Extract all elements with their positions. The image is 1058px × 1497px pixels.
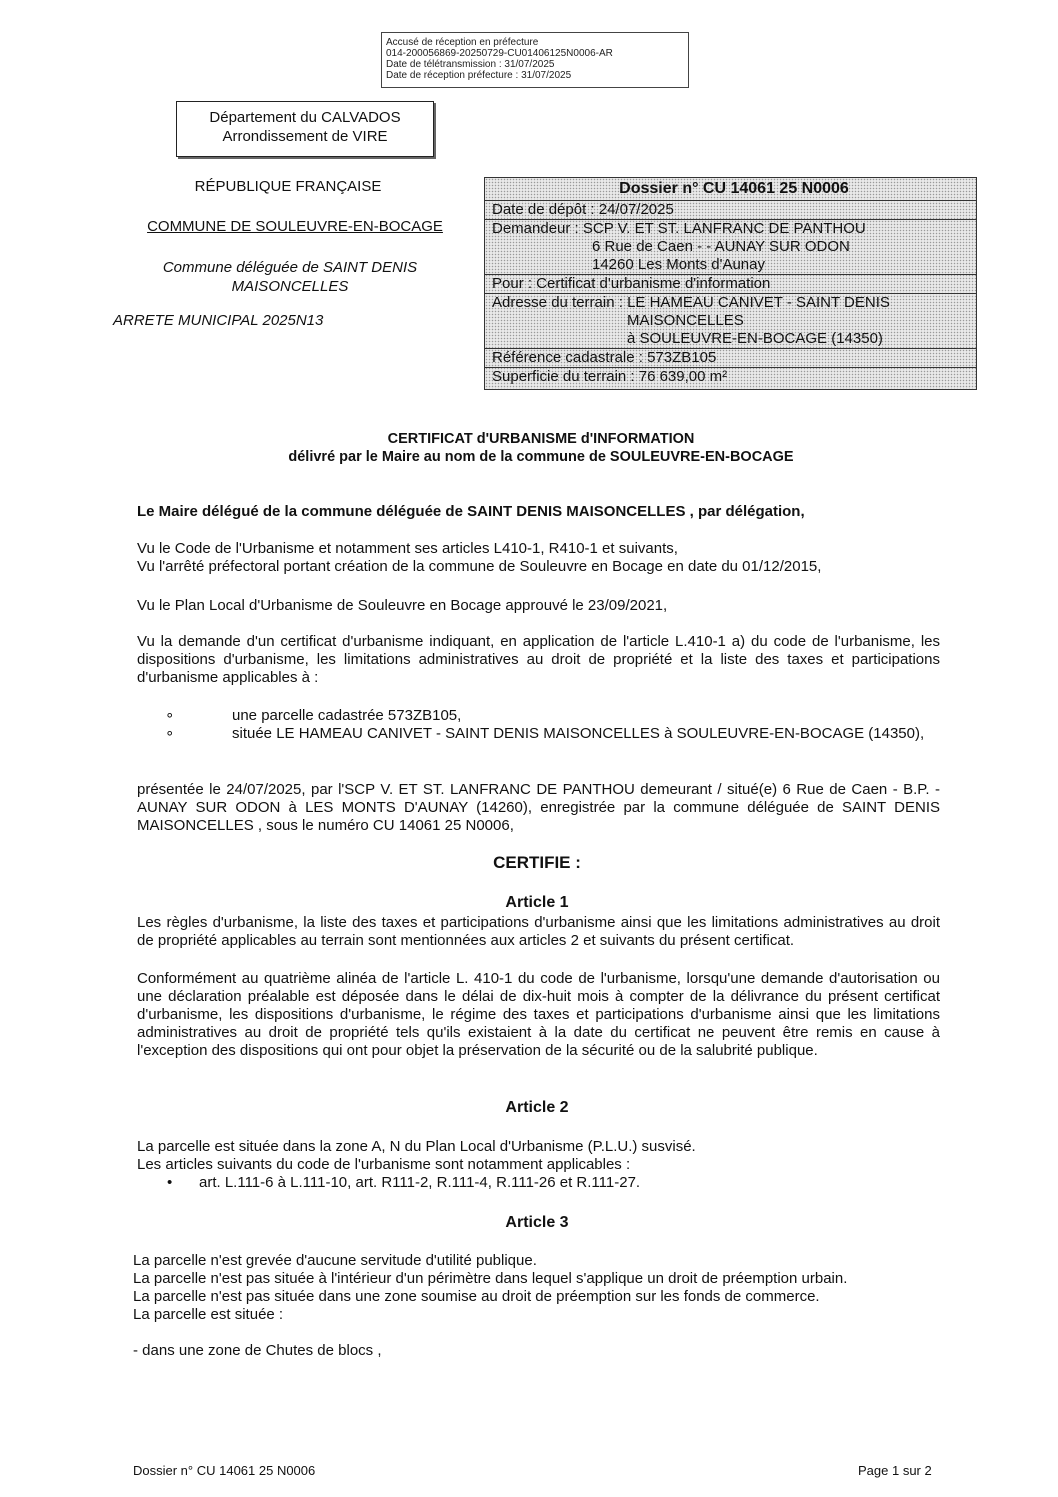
dossier-box: [484, 177, 977, 390]
date-depot: Date de dépôt : 24/07/2025: [485, 201, 976, 220]
article-1-paragraph: Conformément au quatrième alinéa de l'article L. 410-1 du code de l'urbanisme, lorsqu'une demande d'autorisation ou une déclaration préalable est déposée dans le délai de dix-huit mois à compter de la délivrance du présent certificat d'urbanisme, les dispositions d'urbanisme, le régime des taxes et participations d'urbanisme ainsi que les limitations administratives au droit de propriété tels qu'ils existaient à la date du certificat ne peuvent être remis en cause à l'exception des dispositions qui ont pour objet la préservation de la sécurité ou de la salubrité publique.: [137, 970, 940, 1059]
certificate-title-line: CERTIFICAT d'URBANISME d'INFORMATION: [387, 431, 695, 447]
demandeur-block: [485, 220, 976, 275]
dossier-title: Dossier n° CU 14061 25 N0006: [485, 178, 976, 201]
article-3-line: La parcelle n'est pas située dans une zone soumise au droit de préemption sur les fonds de commerce.: [133, 1288, 820, 1305]
reference-cadastrale: Référence cadastrale : 573ZB105: [485, 349, 976, 368]
republique-heading: RÉPUBLIQUE FRANÇAISE: [194, 178, 382, 195]
list-item: [137, 707, 940, 725]
article-3-block: [133, 1252, 936, 1360]
department-name: Département du CALVADOS: [209, 109, 401, 126]
article-3-line: - dans une zone de Chutes de blocs ,: [133, 1342, 382, 1359]
certificate-title-line: délivré par le Maire au nom de la commune de SOULEUVRE-EN-BOCAGE: [288, 449, 794, 465]
adresse-line: MAISONCELLES: [627, 312, 744, 329]
list-item-text: art. L.111-6 à L.111-10, art. R111-2, R.111-4, R.111-26 et R.111-27.: [199, 1174, 641, 1191]
article-3-line: La parcelle n'est pas située à l'intérieur d'un périmètre dans lequel s'applique un droit de préemption urbain.: [133, 1270, 848, 1287]
article-3-line: La parcelle n'est grevée d'aucune servitude d'utilité publique.: [133, 1252, 537, 1269]
deleguee-line: Commune déléguée de SAINT DENIS: [162, 259, 418, 276]
deleguee-line: MAISONCELLES: [231, 278, 349, 295]
vu-plu: Vu le Plan Local d'Urbanisme de Souleuvre en Bocage approuvé le 23/09/2021,: [137, 597, 668, 614]
ack-line: Accusé de réception en préfecture: [386, 37, 539, 48]
list-item: [137, 725, 940, 743]
article-2-line: Les articles suivants du code de l'urbanisme sont notamment applicables :: [137, 1156, 631, 1173]
acknowledgement-stamp: [381, 32, 689, 88]
pour-line: Pour : Certificat d'urbanisme d'information: [485, 275, 976, 294]
certifie-heading: CERTIFIE :: [493, 853, 581, 872]
article-1-paragraph: Les règles d'urbanisme, la liste des taxes et participations d'urbanisme ainsi que les limitations administratives au droit de propriété applicables au terrain sont mentionnées aux articles 2 et suivants du présent certificat.: [137, 914, 940, 949]
list-item: [137, 1174, 940, 1192]
ack-line: Date de réception préfecture : 31/07/2025: [386, 70, 572, 81]
demandeur-line: 6 Rue de Caen - - AUNAY SUR ODON: [592, 238, 850, 255]
list-item-text: une parcelle cadastrée 573ZB105,: [232, 707, 462, 724]
list-item-text: située LE HAMEAU CANIVET - SAINT DENIS MAISONCELLES à SOULEUVRE-EN-BOCAGE (14350),: [232, 725, 925, 742]
article-3-line: La parcelle est située :: [133, 1306, 284, 1323]
ack-line: 014-200056869-20250729-CU01406125N0006-AR: [386, 48, 613, 59]
vu-code-block: [137, 540, 940, 576]
maire-delegation: Le Maire délégué de la commune déléguée de SAINT DENIS MAISONCELLES , par délégation,: [137, 503, 805, 520]
page-number: Page 1 sur 2: [858, 1463, 932, 1478]
commune-heading: COMMUNE DE SOULEUVRE-EN-BOCAGE: [147, 218, 443, 235]
demandeur-line: Demandeur : SCP V. ET ST. LANFRANC DE PANTHOU: [492, 220, 866, 237]
vu-arrete: Vu l'arrêté préfectoral portant création de la commune de Souleuvre en Bocage en date du 01/12/2015,: [137, 558, 822, 575]
superficie: Superficie du terrain : 76 639,00 m²: [492, 368, 728, 385]
adresse-line: Adresse du terrain : LE HAMEAU CANIVET - SAINT DENIS: [492, 294, 890, 311]
article-2-heading: Article 2: [505, 1099, 569, 1116]
article-3-heading: Article 3: [505, 1214, 569, 1231]
footer-dossier: Dossier n° CU 14061 25 N0006: [133, 1463, 316, 1478]
bullet-icon: ∘: [165, 725, 175, 742]
vu-code: Vu le Code de l'Urbanisme et notamment ses articles L410-1, R410-1 et suivants,: [137, 540, 678, 557]
department-box: [176, 101, 434, 157]
presentee-paragraph: présentée le 24/07/2025, par l'SCP V. ET ST. LANFRANC DE PANTHOU demeurant / situé(e) 6 Rue de Caen - B.P. - AUNAY SUR ODON à LES MONTS D'AUNAY (14260), enregistrée par la commune déléguée de SAINT DENIS MAISONCELLES , sous le numéro CU 14061 25 N0006,: [137, 781, 940, 834]
arrondissement-name: Arrondissement de VIRE: [222, 128, 388, 145]
commune-deleguee: [140, 258, 440, 296]
adresse-block: [485, 294, 976, 349]
demandeur-line: 14260 Les Monts d'Aunay: [592, 256, 765, 273]
certificate-title: [0, 430, 1058, 466]
vu-demande: Vu la demande d'un certificat d'urbanisme indiquant, en application de l'article L.410-1 a) du code de l'urbanisme, les dispositions d'urbanisme, les limitations administratives au droit de propriété et la liste des taxes et participations d'urbanisme applicables à :: [137, 633, 940, 686]
ack-line: Date de télétransmission : 31/07/2025: [386, 59, 555, 70]
arrete-number: ARRETE MUNICIPAL 2025N13: [113, 312, 324, 329]
parcel-list: [137, 707, 940, 743]
adresse-line: à SOULEUVRE-EN-BOCAGE (14350): [627, 330, 883, 347]
article-1-heading: Article 1: [505, 894, 569, 911]
article-2-block: [137, 1138, 940, 1192]
bullet-icon: •: [167, 1174, 173, 1191]
bullet-icon: ∘: [165, 707, 175, 724]
article-2-line: La parcelle est située dans la zone A, N du Plan Local d'Urbanisme (P.L.U.) susvisé.: [137, 1138, 696, 1155]
